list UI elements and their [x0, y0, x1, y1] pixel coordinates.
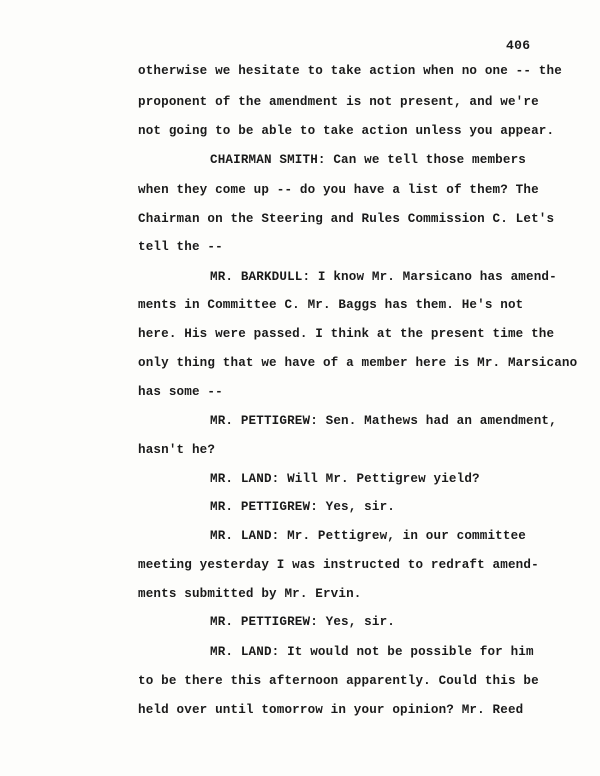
speaker-line: MR. PETTIGREW: Yes, sir. [210, 615, 395, 629]
page-number: 406 [506, 38, 531, 53]
speaker-line: MR. BARKDULL: I know Mr. Marsicano has amend- [210, 270, 557, 284]
speaker-line: CHAIRMAN SMITH: Can we tell those members [210, 153, 527, 167]
transcript-line: meeting yesterday I was instructed to redraft amend- [138, 558, 539, 572]
transcript-line: held over until tomorrow in your opinion? Mr. Reed [138, 703, 524, 717]
transcript-line: ments submitted by Mr. Ervin. [138, 587, 362, 601]
speaker-line: MR. PETTIGREW: Sen. Mathews had an amendment, [210, 414, 557, 428]
transcript-line: has some -- [138, 385, 223, 399]
speaker-line: MR. LAND: Will Mr. Pettigrew yield? [210, 472, 480, 486]
transcript-line: otherwise we hesitate to take action when no one -- the [138, 64, 562, 78]
transcript-line: Chairman on the Steering and Rules Commission C. Let's [138, 212, 555, 226]
transcript-line: ments in Committee C. Mr. Baggs has them. He's not [138, 298, 524, 312]
speaker-line: MR. PETTIGREW: Yes, sir. [210, 500, 395, 514]
speaker-line: MR. LAND: It would not be possible for him [210, 645, 534, 659]
transcript-line: here. His were passed. I think at the present time the [138, 327, 555, 341]
transcript-line: when they come up -- do you have a list of them? The [138, 183, 539, 197]
transcript-line: not going to be able to take action unless you appear. [138, 124, 555, 138]
transcript-line: hasn't he? [138, 443, 216, 457]
transcript-line: proponent of the amendment is not present, and we're [138, 95, 539, 109]
transcript-line: tell the -- [138, 240, 223, 254]
transcript-line: only thing that we have of a member here is Mr. Marsicano [138, 356, 578, 370]
transcript-line: to be there this afternoon apparently. Could this be [138, 674, 539, 688]
speaker-line: MR. LAND: Mr. Pettigrew, in our committee [210, 529, 527, 543]
